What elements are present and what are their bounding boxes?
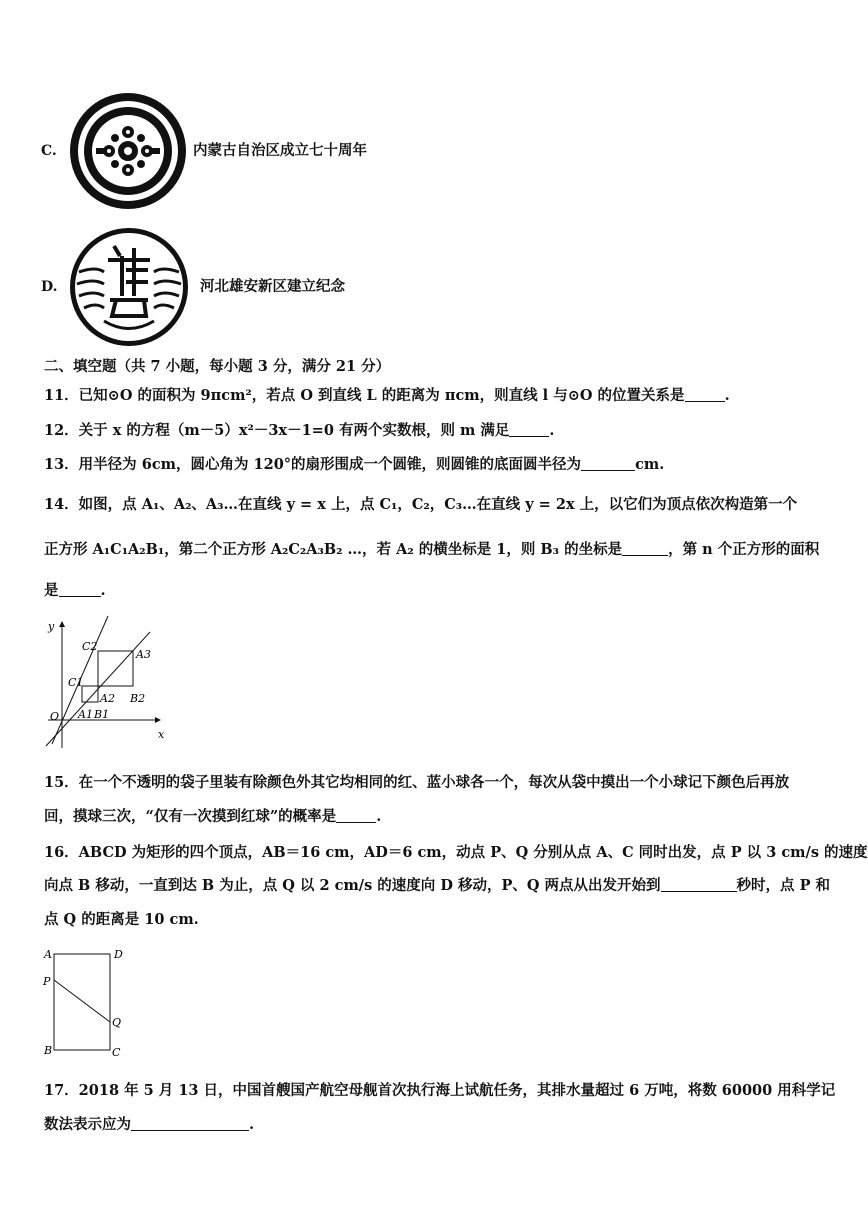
question-14-line-2b: ，第 n 个正方形的面积	[668, 541, 820, 558]
label-o: O	[50, 710, 60, 723]
option-c-letter: C.	[41, 143, 57, 159]
option-c-caption: 内蒙古自治区成立七十周年	[193, 142, 367, 159]
label-d: D	[114, 948, 123, 961]
answer-blank	[622, 541, 668, 556]
label-a3: A3	[136, 648, 151, 661]
option-d-caption: 河北雄安新区建立纪念	[200, 278, 345, 295]
label-c2: C2	[82, 640, 98, 653]
question-15-line-2	[44, 807, 381, 827]
question-16-line-2a: 向点 B 移动，一直到达 B 为止，点 Q 以 2 cm/s 的速度向 D 移动，P、Q 两点从出发开始到	[44, 877, 661, 894]
question-11	[44, 386, 730, 406]
question-16-line-1: 16．ABCD 为矩形的四个顶点，AB＝16 cm，AD＝6 cm，动点 P、Q 分别从点 A、C 同时出发，点 P 以 3 cm/s 的速度	[44, 844, 868, 861]
question-15-end: .	[376, 808, 382, 825]
question-13-text: 13．用半径为 6cm，圆心角为 120°的扇形围成一个圆锥，则圆锥的底面圆半径为	[44, 456, 582, 473]
question-17-line-2	[44, 1115, 254, 1135]
inner-mongolia-commemorative-emblem	[66, 90, 190, 212]
label-b: B	[44, 1044, 53, 1057]
question-11-text: 11．已知⊙O 的面积为 9πcm²，若点 O 到直线 L 的距离为 πcm，则直线 l 与⊙O 的位置关系是	[44, 387, 685, 404]
answer-blank	[661, 877, 737, 892]
question-17-end: .	[249, 1116, 255, 1133]
label-p: P	[43, 975, 51, 988]
section-heading: 二、填空题（共 7 小题，每小题 3 分，满分 21 分）	[44, 358, 391, 375]
question-12-text: 12．关于 x 的方程（m－5）x²－3x－1=0 有两个实数根，则 m 满足	[44, 422, 510, 439]
answer-blank	[59, 582, 101, 597]
question-13-end: cm.	[635, 456, 665, 473]
question-16-line-2b: 秒时，点 P 和	[736, 877, 831, 894]
answer-blank	[336, 808, 376, 823]
question-14-line-2	[44, 540, 819, 560]
question-14-end: .	[100, 582, 106, 599]
label-c1: C1	[68, 676, 84, 689]
label-b1: B1	[94, 708, 110, 721]
question-16-line-3: 点 Q 的距离是 10 cm.	[44, 911, 199, 928]
question-12	[44, 421, 554, 441]
answer-blank	[685, 387, 725, 402]
question-12-end: .	[549, 422, 555, 439]
label-b2: B2	[130, 692, 146, 705]
answer-blank	[509, 422, 549, 437]
question-13	[44, 455, 664, 475]
question-14-line-2a: 正方形 A₁C₁A₂B₁，第二个正方形 A₂C₂A₃B₂ …，若 A₂ 的横坐标是 1，则 B₃ 的坐标是	[44, 541, 623, 558]
label-a: A	[44, 948, 52, 961]
label-a1: A1	[78, 708, 93, 721]
question-14-line-3a: 是	[44, 582, 59, 599]
question-14-line-1: 14．如图，点 A₁、A₂、A₃…在直线 y = x 上，点 C₁，C₂，C₃…在直线 y = 2x 上，以它们为顶点依次构造第一个	[44, 496, 798, 513]
label-x: x	[158, 728, 165, 741]
xiongan-commemorative-emblem	[64, 226, 194, 348]
label-a2: A2	[100, 692, 115, 705]
label-c: C	[112, 1046, 121, 1059]
segment-pq	[54, 980, 110, 1022]
rectangle-abcd	[54, 954, 110, 1050]
question-14-line-3	[44, 581, 106, 601]
figure-14-squares-diagram	[38, 614, 168, 754]
question-16-line-2	[44, 876, 830, 896]
label-q: Q	[112, 1016, 122, 1029]
label-y: y	[48, 620, 55, 633]
answer-blank	[131, 1116, 249, 1131]
square-1	[82, 686, 98, 702]
question-15-line-2a: 回，摸球三次，“仅有一次摸到红球”的概率是	[44, 808, 337, 825]
question-17-line-1: 17．2018 年 5 月 13 日，中国首艘国产航空母舰首次执行海上试航任务，其排水量超过 6 万吨，将数 60000 用科学记	[44, 1082, 836, 1099]
figure-16-rectangle-diagram	[40, 944, 140, 1064]
question-15-line-1: 15．在一个不透明的袋子里装有除颜色外其它均相同的红、蓝小球各一个，每次从袋中摸出一个小球记下颜色后再放	[44, 774, 790, 791]
question-17-line-2a: 数法表示应为	[44, 1116, 131, 1133]
question-11-end: .	[724, 387, 730, 404]
option-d-letter: D.	[41, 279, 58, 295]
answer-blank	[581, 456, 635, 471]
